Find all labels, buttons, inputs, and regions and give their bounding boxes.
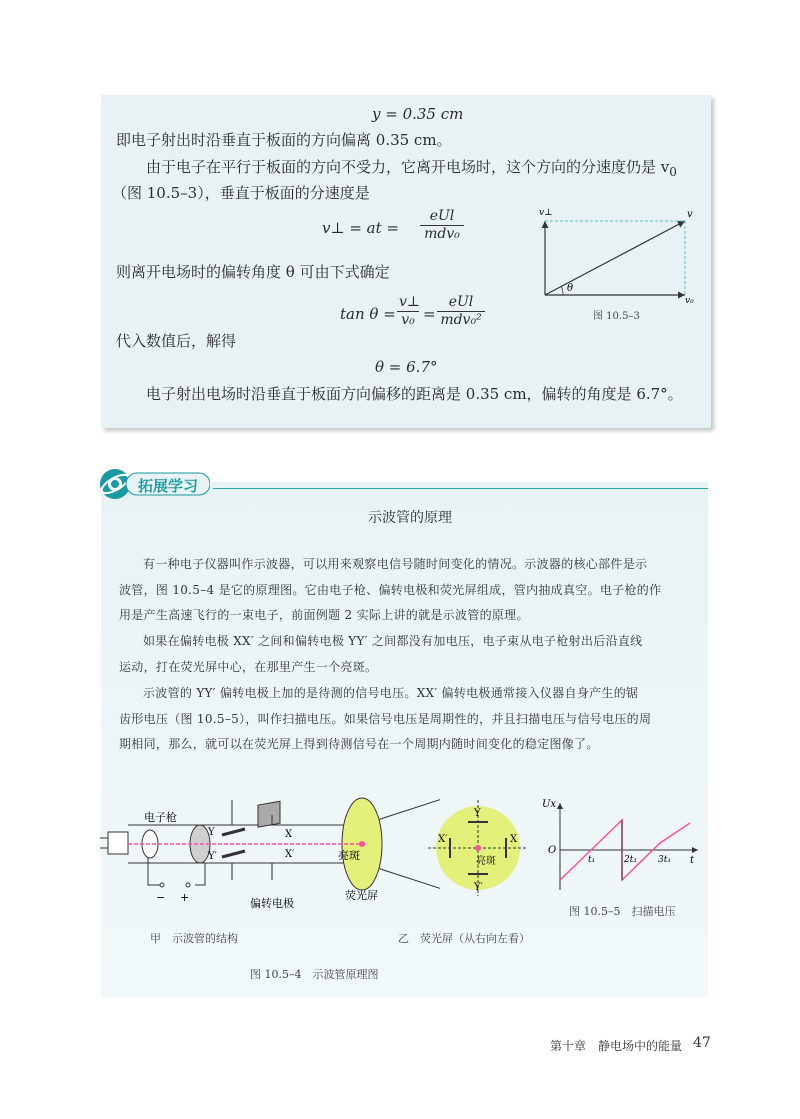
- fraction-denominator: mdv₀: [424, 226, 460, 242]
- bright-spot: [359, 841, 365, 847]
- equation-y: y = 0.35 cm: [372, 105, 464, 123]
- body-line-4: 如果在偏转电极 XX′ 之间和偏转电极 YY′ 之间都没有加电压，电子束从电子枪射出后沿直线: [143, 634, 643, 648]
- label-electron-gun: 电子枪: [144, 811, 177, 824]
- figure-10-5-5-caption: 图 10.5–5 扫描电压: [569, 905, 676, 918]
- paragraph-2a: 由于电子在平行于板面的方向不受力，它离开电场时，这个方向的分速度仍是 $v_0$: [146, 158, 677, 179]
- tube-socket: [108, 832, 128, 854]
- fraction-denominator: mdv₀²: [440, 312, 482, 328]
- equation-tan-fraction-2: [437, 294, 485, 329]
- body-line-3: 用是产生高速飞行的一束电子，前面例题 2 实际上讲的就是示波管的原理。: [119, 608, 529, 622]
- figure-10-5-3-caption: 图 10.5–3: [593, 311, 640, 322]
- tick-2t1: 2t₁: [624, 855, 637, 865]
- body-line-2: 波管，图 10.5–4 是它的原理图。它由电子枪、偏转电极和荧光屏组成，管内抽成真空。电子枪的作: [119, 583, 662, 597]
- screen-label-X: X: [510, 834, 518, 845]
- label-Xp: X′: [285, 849, 295, 860]
- screen-label-Xp: X′: [438, 834, 448, 845]
- vperp-label: v⊥: [539, 208, 553, 218]
- theta-arc: [561, 286, 563, 295]
- body-line-8: 期相同，那么，就可以在荧光屏上得到待测信号在一个周期内随时间变化的稳定图像了。: [119, 737, 599, 751]
- fraction-numerator: eUl: [437, 294, 485, 312]
- fraction-denominator: v₀: [401, 312, 415, 328]
- page-number: 47: [693, 1035, 711, 1051]
- body-line-1: 有一种电子仪器叫作示波器，可以用来观察电信号随时间变化的情况。示波器的核心部件是示: [143, 557, 648, 571]
- screen-bright-spot: [475, 845, 481, 851]
- equation-tan-fraction-1: [397, 294, 419, 329]
- screen-label-spot: 亮斑: [476, 856, 496, 867]
- equation-theta: θ = 6.7°: [375, 358, 438, 376]
- theta-label: θ: [567, 283, 574, 294]
- figure-4a-caption: 甲 示波管的结构: [150, 932, 238, 945]
- figure-10-5-3: [533, 203, 703, 323]
- figure-screen-front: [428, 800, 528, 900]
- label-bright-spot: 亮斑: [338, 849, 360, 862]
- label-Y: Y: [208, 827, 215, 838]
- plate-Yp: [222, 851, 245, 857]
- screen-label-Yp: Y′: [474, 882, 483, 893]
- equation-tan-lhs: tan θ =: [340, 305, 396, 323]
- label-screen: 荧光屏: [345, 889, 378, 902]
- paragraph-2b: （图 10.5–3），垂直于板面的分速度是: [112, 184, 370, 202]
- section-tag-label: 拓展学习: [138, 477, 199, 495]
- figure-10-5-5: [540, 795, 705, 895]
- v-arrow: [545, 221, 685, 295]
- tick-3t1: 3t₁: [658, 855, 671, 865]
- body-line-7: 齿形电压（图 10.5–5），叫作扫描电压。如果信号电压是周期性的，并且扫描电压与信号电压的周: [119, 712, 652, 726]
- v-label: v: [687, 209, 693, 220]
- plate-Y: [222, 829, 245, 835]
- label-X: X: [285, 829, 293, 840]
- figure-4b-caption: 乙 荧光屏（从右向左看）: [398, 932, 530, 945]
- tick-t1: t₁: [588, 855, 596, 865]
- screen-label-Y: Y: [474, 808, 481, 819]
- v0-label: v₀: [685, 296, 694, 306]
- label-Yp: Y′: [208, 851, 217, 862]
- chapter-footer: 第十章 静电场中的能量: [550, 1039, 683, 1053]
- label-plus: +: [180, 891, 190, 904]
- section-header-line: [213, 488, 708, 489]
- section-title: 示波管的原理: [368, 510, 452, 526]
- label-minus: −: [156, 891, 166, 904]
- figure-10-5-4-caption: 图 10.5–4 示波管原理图: [250, 968, 379, 981]
- label-deflection-plates: 偏转电极: [250, 897, 294, 910]
- plate-X: [258, 801, 280, 827]
- axis-y-label: Ux: [542, 799, 557, 810]
- body-line-5: 运动，打在荧光屏中心，在那里产生一个亮斑。: [119, 660, 378, 674]
- fraction-numerator: eUl: [420, 208, 464, 226]
- body-line-6: 示波管的 YY′ 偏转电极上加的是待测的信号电压。XX′ 偏转电极通常接入仪器自身产生的锯: [143, 686, 639, 700]
- equation-vperp-fraction: [420, 208, 464, 243]
- paragraph-5: 电子射出电场时沿垂直于板面方向偏移的距离是 0.35 cm，偏转的角度是 6.7°。: [146, 385, 683, 403]
- figure-oscilloscope-tube: [100, 795, 440, 920]
- paragraph-3: 则离开电场时的偏转角度 θ 可由下式确定: [116, 263, 390, 281]
- paragraph-1: 即电子射出时沿垂直于板面的方向偏离 0.35 cm。: [116, 131, 452, 149]
- axis-t-label: t: [690, 855, 695, 866]
- equals-sign: =: [423, 305, 436, 323]
- paragraph-4: 代入数值后，解得: [116, 332, 237, 350]
- fraction-numerator: v⊥: [399, 294, 421, 310]
- equation-vperp-lhs: v⊥ = at =: [322, 219, 399, 237]
- origin-label: O: [548, 845, 557, 856]
